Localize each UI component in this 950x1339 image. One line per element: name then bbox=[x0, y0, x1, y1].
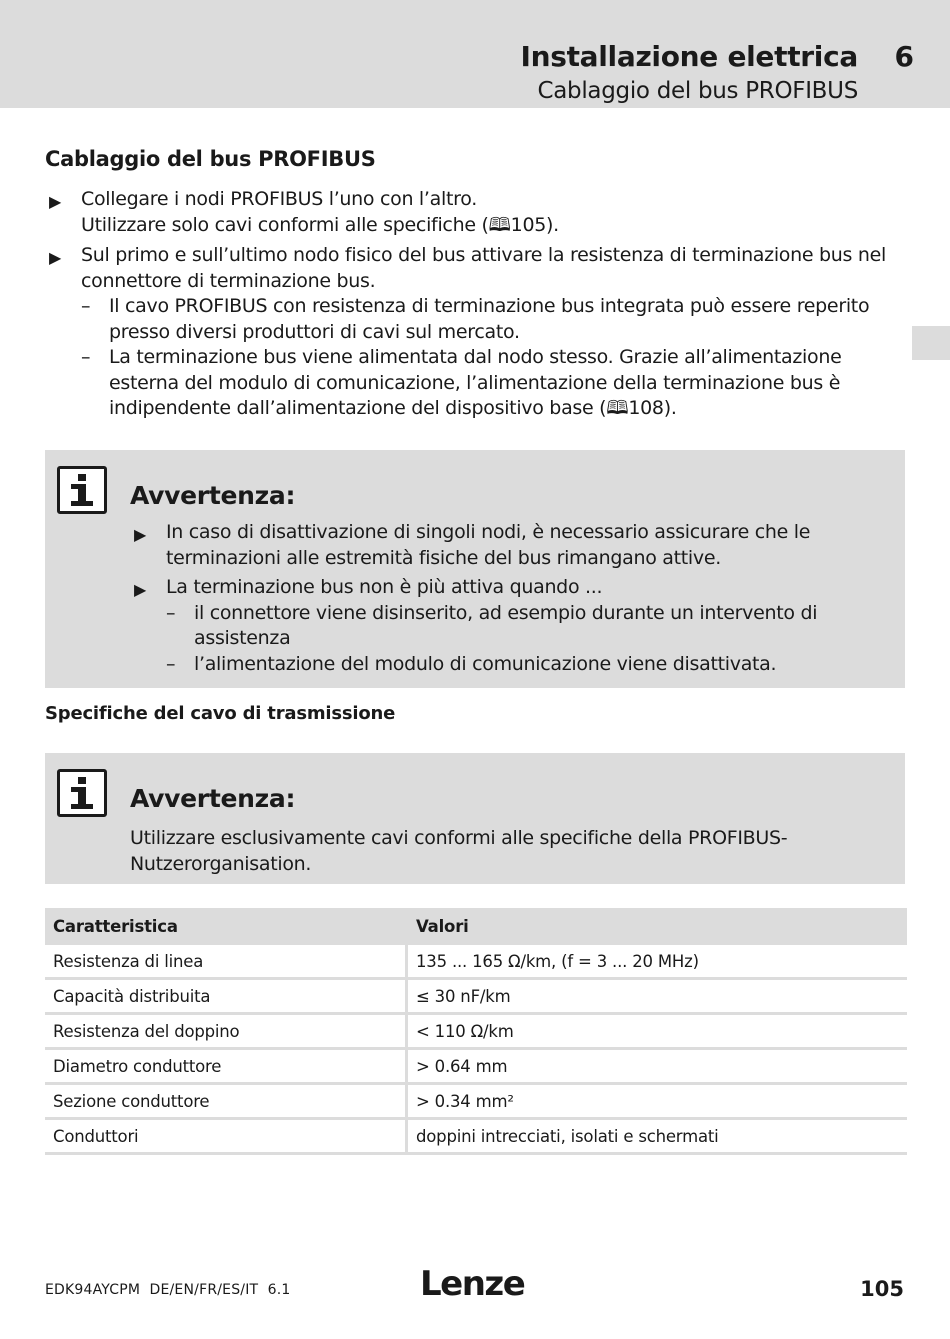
table-cell: > 0.34 mm² bbox=[407, 1084, 908, 1119]
table-row bbox=[45, 945, 907, 979]
note-list bbox=[130, 520, 890, 681]
table-cell: Resistenza del doppino bbox=[45, 1014, 407, 1049]
list-item-text: In caso di disattivazione di singoli nodi, è necessario assicurare che le terminazioni alle estremità fisiche del bus rimangano attive. bbox=[166, 521, 811, 569]
note-title: Avvertenza: bbox=[130, 481, 296, 510]
sub-item-text: Il cavo PROFIBUS con resistenza di terminazione bus integrata può essere reperito presso diversi produttori di cavi sul mercato. bbox=[109, 295, 870, 343]
dash-bullet: – bbox=[81, 295, 91, 317]
table-row bbox=[45, 1014, 907, 1049]
note-text: Utilizzare esclusivamente cavi conformi alle specifiche della PROFIBUS-Nutzerorganisation. bbox=[130, 827, 788, 875]
table-header-cell: Caratteristica bbox=[45, 908, 407, 945]
table-cell: doppini intrecciati, isolati e schermati bbox=[407, 1119, 908, 1154]
dash-bullet: – bbox=[166, 652, 176, 675]
chapter-number: 6 bbox=[894, 40, 914, 73]
sub-item bbox=[45, 345, 905, 422]
info-icon bbox=[57, 769, 107, 817]
dash-bullet: – bbox=[81, 346, 91, 368]
sub-item-text: La terminazione bus viene alimentata dal nodo stesso. Grazie all’alimentazione esterna del modulo di comunicazione, l’alimentazione della terminazione bus è indipendente dall’alimentazione del dispositivo base (🕮108). bbox=[109, 346, 842, 419]
section-title: Cablaggio del bus PROFIBUS bbox=[45, 147, 376, 171]
note-box bbox=[45, 450, 905, 688]
table-row bbox=[45, 1084, 907, 1119]
info-glyph bbox=[60, 469, 104, 511]
list-item-line: Utilizzare solo cavi conformi alle specifiche (🕮105). bbox=[81, 213, 559, 236]
table-cell: 135 ... 165 Ω/km, (f = 3 ... 20 MHz) bbox=[407, 945, 908, 979]
lenze-logo: Lenze bbox=[420, 1264, 525, 1304]
chapter-title: Installazione elettrica bbox=[520, 40, 858, 73]
list-item-text: Sul primo e sull’ultimo nodo fisico del bus attivare la resistenza di terminazione bus nel connettore di terminazione bus. bbox=[81, 244, 886, 292]
triangle-bullet-icon: ▶ bbox=[134, 580, 147, 599]
triangle-bullet-icon: ▶ bbox=[134, 525, 147, 544]
table-cell: > 0.64 mm bbox=[407, 1049, 908, 1084]
table-row bbox=[45, 1049, 907, 1084]
info-glyph bbox=[60, 772, 104, 814]
list-item bbox=[130, 575, 890, 677]
table-cell: ≤ 30 nF/km bbox=[407, 979, 908, 1014]
note-title: Avvertenza: bbox=[130, 784, 296, 813]
list-item bbox=[45, 243, 905, 422]
list-item-line: Collegare i nodi PROFIBUS l’uno con l’altro. bbox=[81, 188, 477, 210]
sub-item-text: l’alimentazione del modulo di comunicazione viene disattivata. bbox=[194, 652, 777, 675]
table-cell: < 110 Ω/km bbox=[407, 1014, 908, 1049]
sub-item bbox=[45, 294, 905, 345]
table-cell: Diametro conduttore bbox=[45, 1049, 407, 1084]
dash-bullet: – bbox=[166, 601, 176, 624]
table-header-row bbox=[45, 908, 907, 945]
list-item bbox=[45, 187, 905, 238]
info-icon bbox=[57, 466, 107, 514]
list-item-text: La terminazione bus non è più attiva quando ... bbox=[166, 576, 603, 598]
page-number: 105 bbox=[860, 1277, 904, 1301]
spec-table bbox=[45, 908, 907, 1155]
table-header-cell: Valori bbox=[407, 908, 908, 945]
note-box bbox=[45, 753, 905, 884]
sub-item-text: il connettore viene disinserito, ad esempio durante un intervento di assistenza bbox=[194, 601, 818, 649]
sub-item bbox=[166, 652, 890, 678]
section-list bbox=[45, 187, 905, 427]
triangle-bullet-icon: ▶ bbox=[49, 192, 62, 211]
chapter-subtitle: Cablaggio del bus PROFIBUS bbox=[537, 78, 858, 104]
table-cell: Resistenza di linea bbox=[45, 945, 407, 979]
document-id: EDK94AYCPM DE/EN/FR/ES/IT 6.1 bbox=[45, 1282, 291, 1298]
spec-section-title: Specifiche del cavo di trasmissione bbox=[45, 703, 396, 724]
table-cell: Capacità distribuita bbox=[45, 979, 407, 1014]
table-row bbox=[45, 979, 907, 1014]
table-cell: Conduttori bbox=[45, 1119, 407, 1154]
table-cell: Sezione conduttore bbox=[45, 1084, 407, 1119]
table-row bbox=[45, 1119, 907, 1154]
sub-item bbox=[166, 601, 890, 652]
list-item bbox=[130, 520, 890, 571]
chapter-side-tab bbox=[912, 326, 950, 360]
triangle-bullet-icon: ▶ bbox=[49, 248, 62, 267]
